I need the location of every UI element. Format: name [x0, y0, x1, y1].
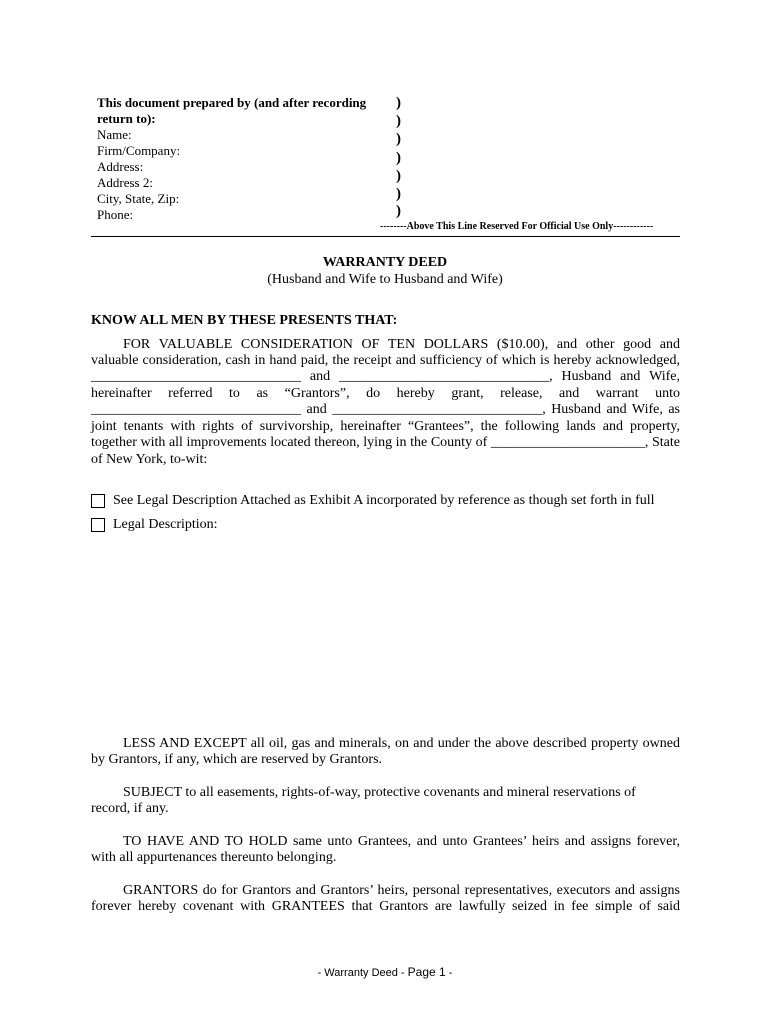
consideration-line: joint tenants with rights of survivorship, hereinafter “Grantees”, the following lands and property, [91, 419, 680, 434]
grantees-names-line: ______________________________ and ______________________________, Husband and Wife, as [91, 402, 680, 417]
subject-paragraph: SUBJECT to all easements, rights-of-way, protective covenants and mineral reservations of [123, 785, 636, 800]
document-subtitle: (Husband and Wife to Husband and Wife) [267, 272, 503, 287]
bracket: ) [396, 186, 401, 202]
header-divider [91, 236, 680, 237]
reserved-line-text: --------Above This Line Reserved For Official Use Only------------ [380, 221, 654, 232]
footer-doc-name: - Warranty Deed - [317, 967, 408, 979]
bracket: ) [396, 113, 401, 129]
subject-paragraph: record, if any. [91, 801, 169, 816]
covenant-paragraph: forever hereby covenant with GRANTEES that Grantors are lawfully seized in fee simple of said [91, 899, 680, 914]
page-footer [0, 964, 770, 981]
bracket: ) [396, 150, 401, 166]
less-except-paragraph: by Grantors, if any, which are reserved by Grantors. [91, 752, 383, 767]
prepared-by-label: This document prepared by (and after recording [97, 95, 367, 110]
covenant-paragraph: GRANTORS do for Grantors and Grantors’ heirs, personal representatives, executors and assigns [123, 883, 680, 898]
city-state-zip-label: City, State, Zip: [97, 191, 180, 206]
footer-end: - [445, 967, 453, 979]
bracket: ) [396, 203, 401, 219]
document-title: WARRANTY DEED [322, 255, 448, 270]
intro-heading: KNOW ALL MEN BY THESE PRESENTS THAT: [91, 313, 398, 328]
habendum-paragraph: TO HAVE AND TO HOLD same unto Grantees, and unto Grantees’ heirs and assigns forever, [123, 834, 680, 849]
phone-label: Phone: [97, 207, 134, 222]
exhibit-a-label: See Legal Description Attached as Exhibit A incorporated by reference as though set forth in full [113, 493, 655, 508]
firm-label: Firm/Company: [97, 143, 181, 158]
legal-description-checkbox[interactable] [91, 518, 105, 532]
exhibit-a-checkbox[interactable] [91, 494, 105, 508]
consideration-line: hereinafter referred to as “Grantors”, do hereby grant, release, and warrant unto [91, 386, 680, 401]
consideration-line: FOR VALUABLE CONSIDERATION OF TEN DOLLARS ($10.00), and other good and [123, 337, 680, 352]
legal-description-label: Legal Description: [113, 517, 218, 532]
address-label: Address: [97, 159, 144, 174]
address2-label: Address 2: [97, 175, 153, 190]
county-line: together with all improvements located thereon, lying in the County of ______________________, State [91, 435, 680, 450]
bracket: ) [396, 131, 401, 147]
bracket: ) [396, 168, 401, 184]
page-number: Page 1 [407, 965, 446, 979]
consideration-line: of New York, to-wit: [91, 452, 208, 467]
name-label: Name: [97, 127, 132, 142]
consideration-line: valuable consideration, cash in hand paid, the receipt and sufficiency of which is hereby acknowledged, [91, 353, 680, 368]
habendum-paragraph: with all appurtenances thereunto belonging. [91, 850, 337, 865]
less-except-paragraph: LESS AND EXCEPT all oil, gas and minerals, on and under the above described property owned [123, 736, 680, 751]
bracket: ) [396, 95, 401, 111]
return-to-label: return to): [97, 111, 156, 126]
grantors-names-line: ______________________________ and ______________________________, Husband and Wife, [91, 369, 680, 384]
